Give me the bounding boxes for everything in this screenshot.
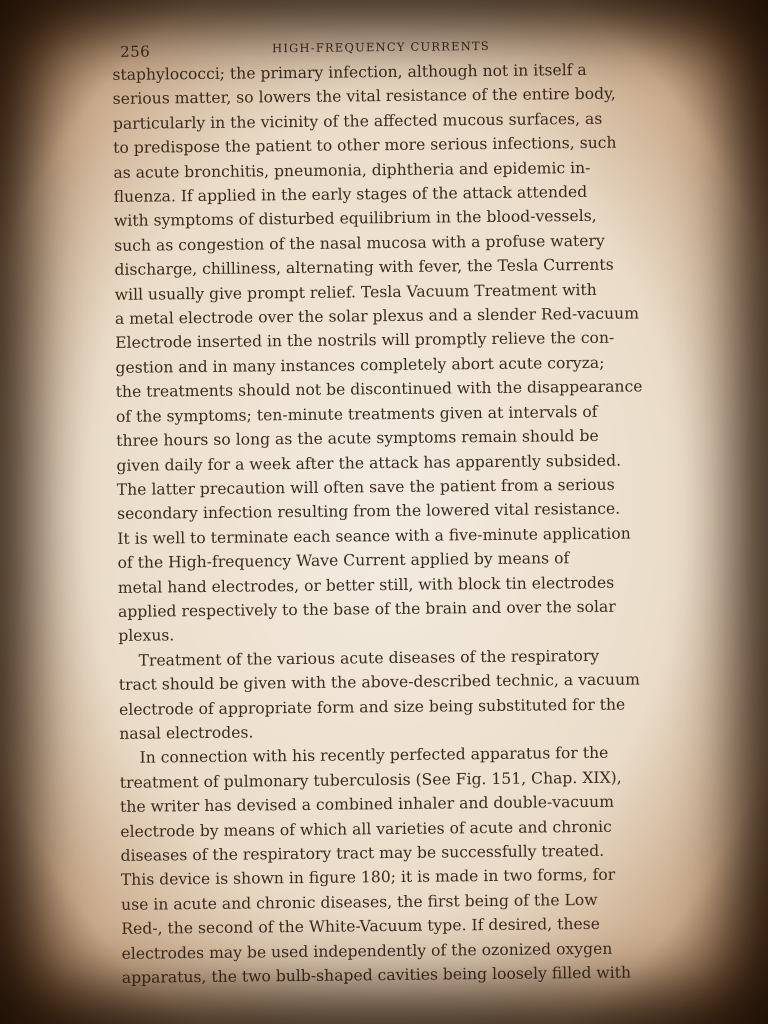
text-line: electrode by means of which all varieties of acute and chronic [120, 817, 612, 841]
text-line: treatment of pulmonary tuberculosis (See Fig. 151, Chap. XIX), [119, 768, 622, 792]
text-line: apparatus, the two bulb-shaped cavities being loosely filled with [121, 963, 632, 987]
text-line: This device is shown in figure 180; it is made in two forms, for [120, 866, 616, 890]
text-line: metal hand electrodes, or better still, with block tin electrodes [117, 573, 615, 597]
text-line: secondary infection resulting from the lowered vital resistance. [116, 499, 621, 524]
text-line: plexus. [118, 626, 175, 646]
text-line: applied respectively to the base of the brain and over the solar [117, 597, 616, 621]
text-line: Treatment of the various acute diseases of the respiratory [138, 646, 600, 670]
text-line: such as congestion of the nasal mucosa with a profuse watery [114, 231, 605, 255]
text-line: the writer has devised a combined inhaler and double-vacuum [119, 792, 615, 817]
text-line: as acute bronchitis, pneumonia, diphtheria and epidemic in- [113, 158, 591, 182]
text-line: of the symptoms; ten-minute treatments given at intervals of [115, 402, 598, 426]
text-line: a metal electrode over the solar plexus and a slender Red-vacuum [114, 304, 640, 328]
text-line: diseases of the respiratory tract may be successfully treated. [120, 841, 605, 865]
text-line: tract should be given with the above-described technic, a vacuum [118, 670, 640, 695]
text-line: staphylococci; the primary infection, although not in itself a [112, 60, 587, 84]
text-line: given daily for a week after the attack has apparently subsided. [116, 451, 622, 475]
text-line: of the High-frequency Wave Current applied by means of [117, 549, 570, 573]
text-line: to predispose the patient to other more serious infections, such [113, 133, 617, 158]
text-line: electrodes may be used independently of the ozonized oxygen [121, 939, 613, 963]
text-line: use in acute and chronic diseases, the first being of the Low [121, 890, 598, 914]
paragraph-1 [112, 57, 676, 649]
page-number: 256 [120, 42, 151, 61]
text-line: Red-, the second of the White-Vacuum type. If desired, these [121, 915, 601, 939]
text-line: fluenza. If applied in the early stages of the attack attended [113, 182, 588, 206]
text-line: It is well to terminate each seance with a five-minute application [117, 524, 631, 548]
book-page [112, 31, 680, 987]
text-line: particularly in the vicinity of the affected mucous surfaces, as [112, 109, 603, 133]
text-line: The latter precaution will often save the patient from a serious [116, 475, 615, 499]
text-line: gestion and in many instances completely abort acute coryza; [115, 353, 605, 377]
paragraph-3 [119, 740, 680, 990]
text-line: In connection with his recently perfected apparatus for the [139, 744, 609, 768]
text-line: with symptoms of disturbed equilibrium in the blood-vessels, [113, 207, 597, 231]
text-line: three hours so long as the acute symptoms remain should be [116, 426, 599, 450]
text-line: electrode of appropriate form and size being substituted for the [118, 695, 626, 719]
text-line: the treatments should not be discontinued with the disappearance [115, 377, 643, 402]
paragraph-2 [118, 643, 677, 746]
text-line: serious matter, so lowers the vital resistance of the entire body, [112, 85, 616, 109]
running-head: HIGH-FREQUENCY CURRENTS [272, 38, 490, 56]
text-line: Electrode inserted in the nostrils will promptly relieve the con- [115, 329, 615, 353]
text-line: nasal electrodes. [119, 723, 254, 743]
text-line: discharge, chilliness, alternating with fever, the Tesla Currents [114, 255, 614, 280]
text-line: will usually give prompt relief. Tesla Vacuum Treatment with [114, 280, 597, 304]
